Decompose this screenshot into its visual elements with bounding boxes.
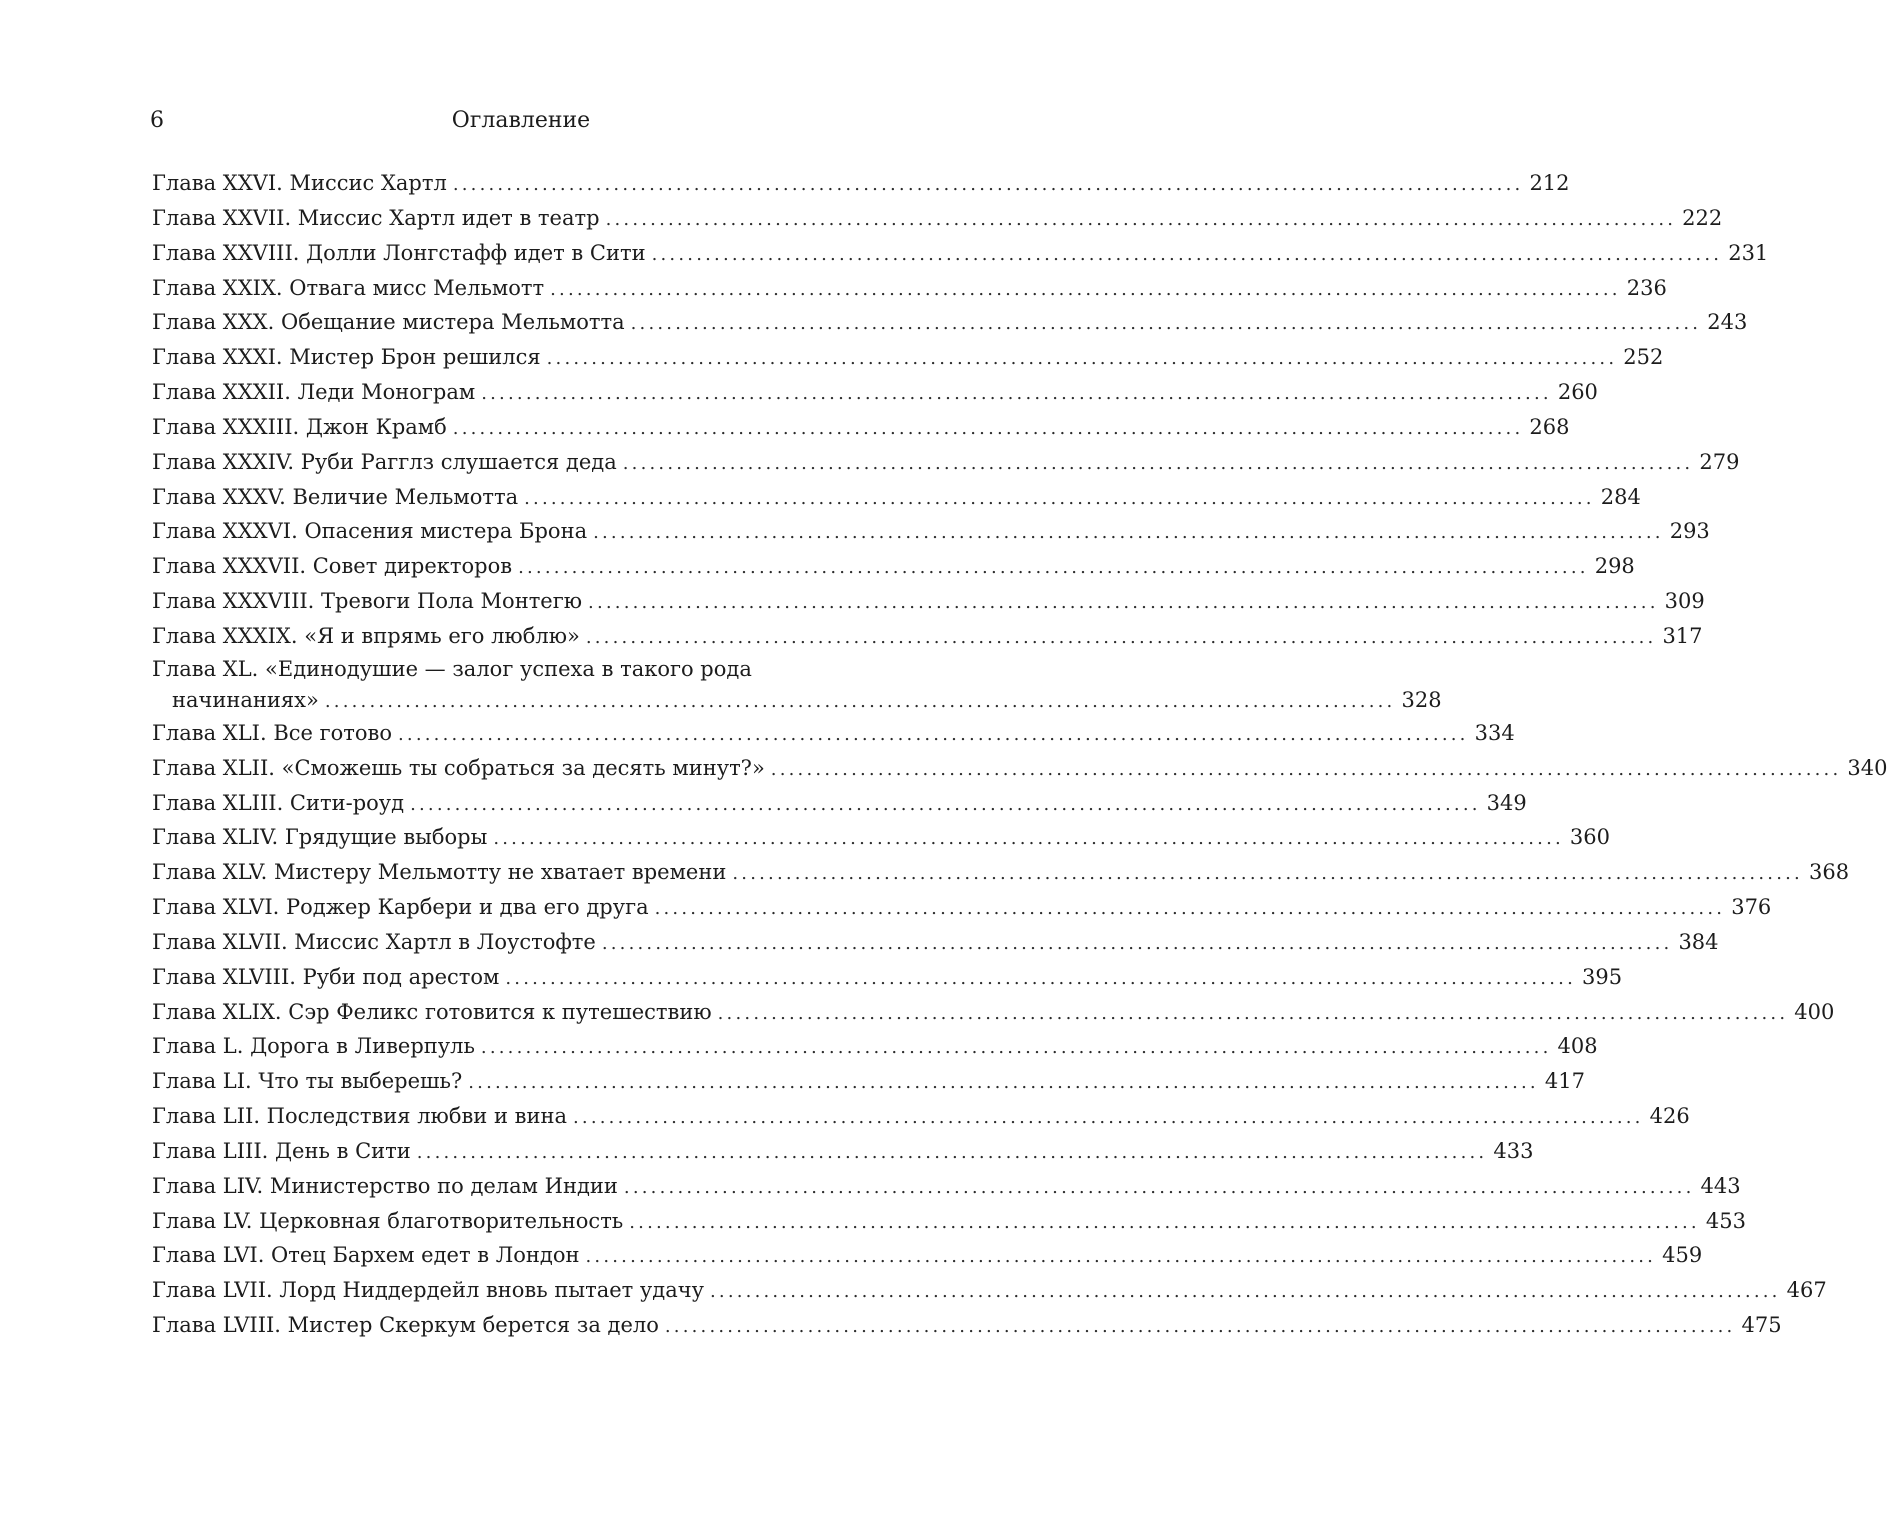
dot-leader: ........................................................................................................................	[524, 487, 1595, 509]
toc-entry-page: 453	[1705, 1208, 1746, 1233]
dot-leader: ........................................................................................................................	[410, 793, 1481, 815]
toc-entry-title: Глава XXVIII. Долли Лонгстафф идет в Сити	[152, 236, 652, 271]
table-of-contents	[152, 166, 1888, 1343]
toc-entry	[152, 786, 1527, 821]
toc-entry-title: Глава XLIX. Сэр Феликс готовится к путешествию	[152, 995, 718, 1030]
toc-entry-page: 293	[1669, 519, 1710, 544]
dot-leader: ........................................................................................................................	[572, 1107, 1644, 1129]
running-head	[150, 104, 892, 138]
dot-leader: ........................................................................................................................	[651, 243, 1723, 265]
dot-leader: ........................................................................................................................	[717, 1002, 1789, 1024]
toc-entry-page: 317	[1662, 623, 1703, 648]
toc-entry-title: Глава XXIX. Отвага мисс Мельмотт	[152, 271, 550, 306]
dot-leader: ........................................................................................................................	[588, 592, 1659, 614]
toc-entry-page: 260	[1557, 380, 1598, 405]
toc-entry-title: Глава XXXIII. Джон Крамб	[152, 410, 453, 445]
dot-leader: ........................................................................................................................	[505, 967, 1576, 989]
toc-entry	[152, 1029, 1598, 1064]
toc-entry	[152, 166, 1570, 201]
toc-entry-page: 433	[1493, 1138, 1534, 1163]
toc-entry	[152, 1134, 1534, 1169]
toc-entry-page: 349	[1486, 790, 1527, 815]
toc-entry-title: Глава XXXIV. Руби Рагглз слушается деда	[152, 445, 623, 480]
toc-entry	[152, 514, 1710, 549]
toc-entry-title: Глава LII. Последствия любви и вина	[152, 1099, 573, 1134]
toc-entry	[152, 1099, 1690, 1134]
dot-leader: ........................................................................................................................	[593, 522, 1664, 544]
toc-entry	[152, 549, 1635, 584]
dot-leader: ........................................................................................................................	[654, 898, 1726, 920]
toc-entry-title: Глава XXXV. Величие Мельмотта	[152, 480, 524, 515]
toc-entry-title: Глава LIII. День в Сити	[152, 1134, 417, 1169]
toc-entry	[152, 995, 1835, 1030]
toc-entry-title: Глава XXXVIII. Тревоги Пола Монтегю	[152, 584, 588, 619]
toc-entry-page: 298	[1594, 554, 1635, 579]
toc-entry-title: Глава XLIII. Сити-роуд	[152, 786, 410, 821]
toc-entry-title: Глава LVI. Отец Бархем едет в Лондон	[152, 1238, 585, 1273]
page-number: 6	[150, 108, 164, 133]
dot-leader: ........................................................................................................................	[452, 417, 1524, 439]
toc-entry	[152, 855, 1850, 890]
toc-entry	[152, 480, 1641, 515]
toc-entry	[152, 1204, 1746, 1239]
dot-leader: ........................................................................................................................	[770, 758, 1842, 780]
toc-entry-page: 459	[1662, 1243, 1703, 1268]
toc-entry-page: 384	[1678, 929, 1719, 954]
toc-entry-title: Глава XXXII. Леди Монограм	[152, 375, 481, 410]
toc-entry-page: 443	[1700, 1173, 1741, 1198]
toc-entry	[152, 305, 1748, 340]
toc-entry-page: 334	[1474, 720, 1515, 745]
dot-leader: ........................................................................................................................	[629, 1211, 1700, 1233]
dot-leader: ........................................................................................................................	[452, 174, 1524, 195]
toc-entry-page: 279	[1699, 449, 1740, 474]
dot-leader: ........................................................................................................................	[732, 863, 1803, 885]
toc-entry-page: 426	[1649, 1104, 1690, 1129]
toc-entry-title: Глава XLVII. Миссис Хартл в Лоустофте	[152, 925, 602, 960]
toc-entry-title: Глава LI. Что ты выберешь?	[152, 1064, 468, 1099]
toc-entry	[152, 340, 1664, 375]
toc-entry-title: Глава LV. Церковная благотворительность	[152, 1204, 629, 1239]
toc-entry-page: 467	[1786, 1278, 1827, 1303]
toc-entry-title: Глава XLVIII. Руби под арестом	[152, 960, 505, 995]
toc-entry-page: 231	[1728, 240, 1769, 265]
dot-leader: ........................................................................................................................	[481, 383, 1552, 405]
dot-leader: ........................................................................................................................	[550, 278, 1621, 300]
dot-leader: ........................................................................................................................	[398, 723, 1469, 745]
toc-entry	[152, 716, 1515, 751]
toc-entry-title: Глава XLII. «Сможешь ты собраться за десять минут?»	[152, 751, 771, 786]
toc-entry-page: 368	[1808, 860, 1850, 885]
toc-entry-page: 328	[1401, 687, 1442, 712]
dot-leader: ........................................................................................................................	[601, 932, 1673, 954]
toc-entry	[152, 1238, 1703, 1273]
toc-entry	[152, 1169, 1741, 1204]
dot-leader: ........................................................................................................................	[416, 1141, 1488, 1163]
toc-entry-page: 284	[1600, 484, 1641, 509]
toc-entry-title: Глава L. Дорога в Ливерпуль	[152, 1029, 481, 1064]
toc-entry-page: 395	[1582, 964, 1623, 989]
dot-leader: ........................................................................................................................	[546, 348, 1618, 370]
toc-entry-title: Глава XXVI. Миссис Хартл	[152, 166, 453, 201]
dot-leader: ........................................................................................................................	[623, 1176, 1695, 1198]
toc-entry-title: Глава XXXVII. Совет директоров	[152, 549, 518, 584]
dot-leader: ........................................................................................................................	[518, 557, 1589, 579]
toc-entry-page: 268	[1529, 414, 1570, 439]
dot-leader: ........................................................................................................................	[480, 1037, 1552, 1059]
toc-entry	[152, 445, 1740, 480]
toc-entry	[152, 890, 1772, 925]
toc-entry	[152, 375, 1598, 410]
toc-entry	[152, 410, 1570, 445]
toc-entry	[152, 751, 1888, 786]
page-title: Оглавление	[451, 108, 591, 133]
toc-entry-title: Глава XXVII. Миссис Хартл идет в театр	[152, 201, 606, 236]
dot-leader: ........................................................................................................................	[324, 690, 1396, 712]
dot-leader: ........................................................................................................................	[585, 1246, 1657, 1268]
toc-entry-page: 408	[1557, 1034, 1598, 1059]
toc-entry-title: Глава XLI. Все готово	[152, 716, 398, 751]
toc-entry-page: 400	[1794, 999, 1835, 1024]
toc-entry-title-continuation: начинаниях»	[172, 685, 325, 716]
toc-entry-page: 417	[1544, 1069, 1585, 1094]
toc-entry-title: Глава LVII. Лорд Ниддердейл вновь пытает удачу	[152, 1273, 710, 1308]
dot-leader: ........................................................................................................................	[585, 626, 1657, 648]
toc-entry-page: 212	[1529, 171, 1570, 195]
toc-entry-title: Глава XXXVI. Опасения мистера Брона	[152, 514, 593, 549]
dot-leader: ........................................................................................................................	[605, 208, 1677, 230]
toc-entry-page: 243	[1707, 310, 1748, 335]
toc-entry-page: 252	[1623, 345, 1664, 370]
dot-leader: ........................................................................................................................	[664, 1316, 1736, 1338]
toc-entry	[152, 619, 1703, 654]
toc-entry	[152, 201, 1723, 236]
toc-entry-page: 236	[1626, 275, 1667, 300]
toc-entry-page: 376	[1731, 895, 1772, 920]
toc-entry-title: Глава XXX. Обещание мистера Мельмотта	[152, 305, 631, 340]
toc-entry-title: Глава XLV. Мистеру Мельмотту не хватает времени	[152, 855, 732, 890]
dot-leader: ........................................................................................................................	[709, 1281, 1781, 1303]
toc-entry	[152, 271, 1667, 306]
toc-entry	[152, 236, 1769, 271]
dot-leader: ........................................................................................................................	[630, 313, 1702, 335]
toc-entry-title: Глава XXXI. Мистер Брон решился	[152, 340, 547, 375]
toc-entry-title: Глава XXXIX. «Я и впрямь его люблю»	[152, 619, 586, 654]
toc-entry-title: Глава XL. «Единодушие — залог успеха в такого рода	[152, 654, 758, 685]
toc-entry-page: 475	[1741, 1313, 1782, 1338]
toc-entry-title: Глава LVIII. Мистер Скеркум берется за дело	[152, 1308, 665, 1343]
toc-entry-title: Глава XLVI. Роджер Карбери и два его друга	[152, 890, 655, 925]
toc-entry-title: Глава XLIV. Грядущие выборы	[152, 820, 493, 855]
toc-entry-page: 360	[1569, 825, 1611, 850]
dot-leader: ........................................................................................................................	[493, 828, 1564, 850]
toc-entry	[152, 1064, 1585, 1099]
toc-entry-page: 309	[1664, 589, 1705, 614]
dot-leader: ........................................................................................................................	[468, 1072, 1539, 1094]
toc-entry-page: 340	[1847, 755, 1888, 780]
toc-entry	[152, 925, 1719, 960]
toc-entry	[152, 1308, 1782, 1343]
toc-entry-page: 222	[1682, 205, 1723, 230]
toc-entry	[152, 960, 1623, 995]
dot-leader: ........................................................................................................................	[622, 452, 1694, 474]
toc-entry	[152, 1273, 1827, 1308]
toc-entry-title: Глава LIV. Министерство по делам Индии	[152, 1169, 624, 1204]
toc-entry	[152, 654, 1442, 716]
toc-entry	[152, 820, 1611, 855]
toc-entry	[152, 584, 1705, 619]
